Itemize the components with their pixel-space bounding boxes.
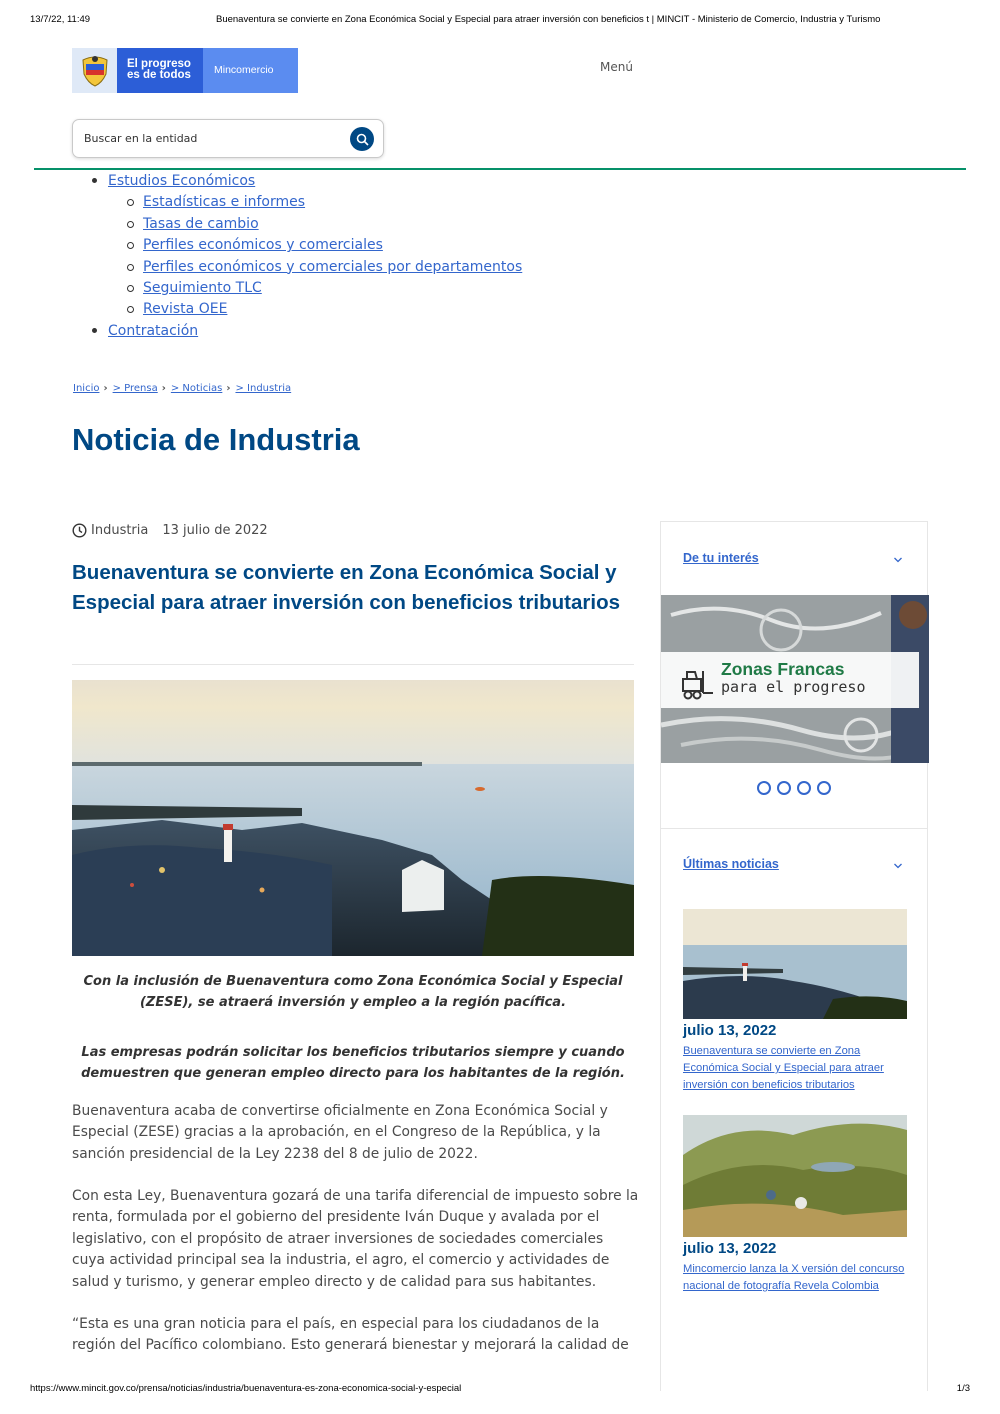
carousel-dot[interactable] bbox=[817, 781, 831, 795]
nav-item-studies[interactable]: Estudios Económicos bbox=[108, 173, 256, 189]
news-link[interactable]: Mincomercio lanza la X versión del concurso nacional de fotografía Revela Colombia bbox=[683, 1263, 905, 1292]
search-input[interactable]: Buscar en la entidad bbox=[84, 132, 198, 145]
breadcrumb-press[interactable]: > Prensa bbox=[112, 383, 158, 394]
nav-subitem[interactable]: Perfiles económicos y comerciales por departamentos bbox=[143, 258, 523, 275]
slogan: El progreso es de todos bbox=[117, 48, 203, 93]
nav-subitem[interactable]: Revista OEE bbox=[143, 301, 228, 318]
news-date: julio 13, 2022 bbox=[683, 1240, 777, 1257]
chevron-down-icon[interactable] bbox=[893, 861, 903, 871]
search-icon bbox=[356, 133, 369, 146]
coat-of-arms-icon bbox=[72, 48, 117, 93]
forklift-icon bbox=[681, 669, 715, 701]
nav-subitem[interactable]: Estadísticas e informes bbox=[143, 194, 306, 211]
breadcrumb-separator: › bbox=[103, 383, 108, 394]
sidebar-divider bbox=[661, 828, 927, 829]
article-divider bbox=[72, 664, 634, 665]
photo-caption: Con la inclusión de Buenaventura como Zona Económica Social y Especial (ZESE), se atraerá inversión y empleo a la región pacífica. bbox=[83, 974, 623, 1010]
carousel-dot[interactable] bbox=[757, 781, 771, 795]
nav-menu bbox=[92, 171, 522, 342]
nav-subitem[interactable]: Seguimiento TLC bbox=[143, 280, 262, 297]
promo-banner[interactable] bbox=[661, 595, 929, 763]
search-button[interactable] bbox=[350, 127, 374, 151]
article-headline: Buenaventura se convierte en Zona Económica Social y Especial para atraer inversión con beneficios tributarios bbox=[72, 561, 620, 614]
page-title: Noticia de Industria bbox=[72, 422, 360, 457]
nav-item-contracting[interactable]: Contratación bbox=[108, 322, 199, 339]
interest-section-toggle[interactable]: De tu interés bbox=[683, 551, 759, 565]
nav-subitem[interactable]: Perfiles económicos y comerciales bbox=[143, 237, 383, 254]
clock-icon bbox=[72, 523, 87, 538]
breadcrumb-separator: › bbox=[161, 383, 166, 394]
ministry-name: Mincomercio bbox=[203, 48, 298, 93]
news-date: julio 13, 2022 bbox=[683, 1022, 777, 1039]
breadcrumb-home[interactable]: Inicio bbox=[73, 383, 100, 394]
breadcrumb-news[interactable]: > Noticias bbox=[170, 383, 223, 394]
article-photo bbox=[72, 680, 634, 956]
site-logo[interactable] bbox=[72, 48, 298, 93]
carousel-dot[interactable] bbox=[797, 781, 811, 795]
carousel-dot[interactable] bbox=[777, 781, 791, 795]
article-subtitle: Las empresas podrán solicitar los beneficios tributarios siempre y cuando demuestren que generan empleo directo para los habitantes de la región. bbox=[81, 1045, 625, 1081]
article-paragraph: “Esta es una gran noticia para el país, en especial para los ciudadanos de la región del Pacífico colombiano. Esto generará bienestar y mejorará la calidad de bbox=[72, 1316, 629, 1354]
nav-subitem[interactable]: Tasas de cambio bbox=[143, 215, 259, 232]
print-page-number: 1/3 bbox=[956, 1383, 970, 1394]
news-thumbnail[interactable] bbox=[683, 909, 907, 1019]
print-datetime: 13/7/22, 11:49 bbox=[30, 14, 91, 25]
latest-news-toggle[interactable]: Últimas noticias bbox=[683, 857, 779, 871]
article-paragraph: Con esta Ley, Buenaventura gozará de una tarifa diferencial de impuesto sobre la renta, formulada por el gobierno del presidente Iván Duque y avalada por el legislativo, con el propósito de atraer inversiones de sociedades comerciales cuya actividad principal sea la industria, el agro, el comercio y actividades de salud y turismo, y generar empleo directo y de calidad para sus habitantes. bbox=[72, 1188, 639, 1290]
search-box[interactable] bbox=[72, 119, 384, 158]
article-category: Industria bbox=[91, 523, 149, 538]
header-divider bbox=[34, 168, 966, 170]
article-paragraph: Buenaventura acaba de convertirse oficialmente en Zona Económica Social y Especial (ZESE) gracias a la aprobación, en el Congreso de la República, y la sanción presidencial de la Ley 2238 del 8 de julio de 2022. bbox=[72, 1103, 608, 1162]
chevron-down-icon[interactable] bbox=[893, 555, 903, 565]
breadcrumb bbox=[73, 383, 291, 394]
sidebar bbox=[660, 521, 928, 1391]
menu-button[interactable]: Menú bbox=[600, 60, 633, 74]
article-meta bbox=[72, 523, 268, 538]
print-url: https://www.mincit.gov.co/prensa/noticias/industria/buenaventura-es-zona-economica-social-y-especial bbox=[30, 1383, 462, 1394]
banner-title: Zonas Francas bbox=[721, 659, 845, 679]
article-date: 13 julio de 2022 bbox=[162, 523, 268, 538]
print-title: Buenaventura se convierte en Zona Económica Social y Especial para atraer inversión con beneficios t | MINCIT - Ministerio de Comercio, Industria y Turismo bbox=[216, 14, 881, 25]
news-thumbnail[interactable] bbox=[683, 1115, 907, 1237]
print-footer bbox=[30, 1383, 970, 1394]
carousel-dots bbox=[757, 781, 831, 795]
banner-subtitle: para el progreso bbox=[721, 678, 866, 696]
breadcrumb-industry[interactable]: > Industria bbox=[235, 383, 292, 394]
breadcrumb-separator: › bbox=[226, 383, 231, 394]
news-link[interactable]: Buenaventura se convierte en Zona Económica Social y Especial para atraer inversión con beneficios tributarios bbox=[683, 1045, 884, 1091]
